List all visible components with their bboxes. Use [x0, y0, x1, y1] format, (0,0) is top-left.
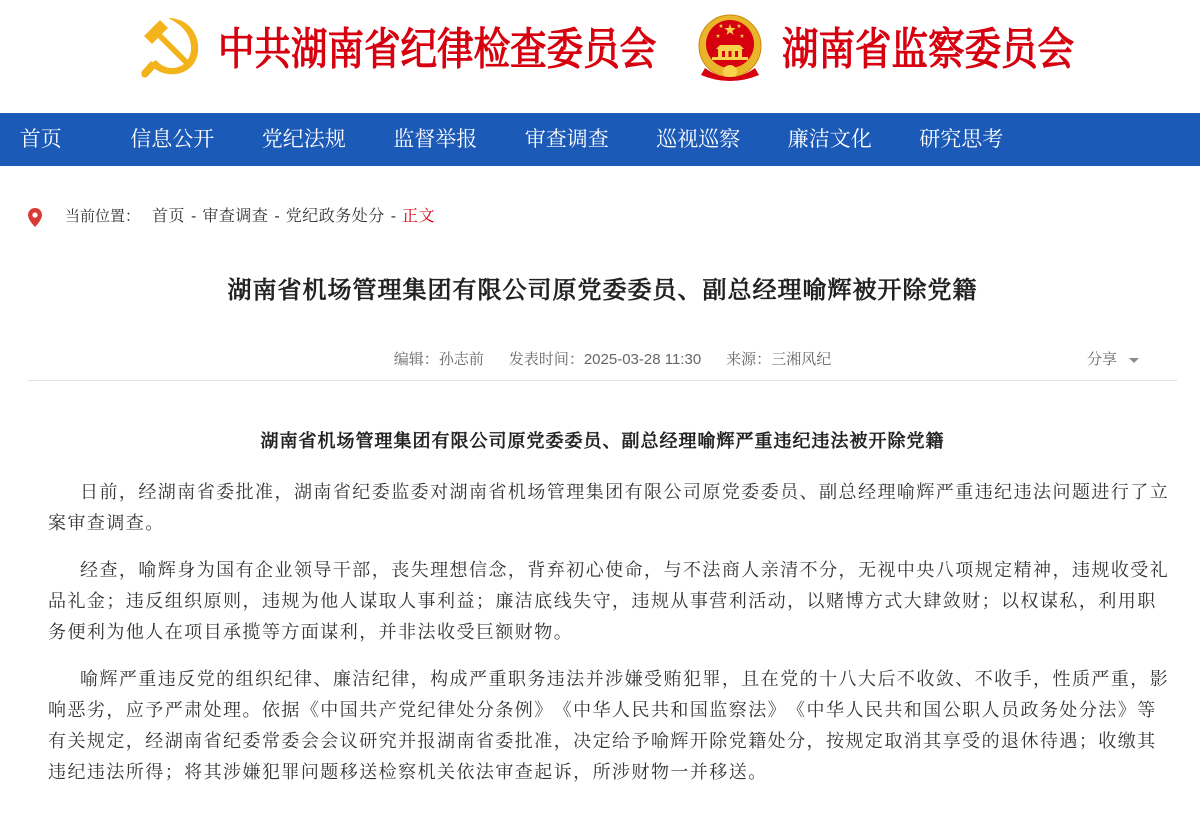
nav-item-inspection[interactable]: 巡视巡察: [656, 128, 741, 151]
article-page: [28, 166, 1177, 804]
nav-item-info-disclosure[interactable]: 信息公开: [130, 128, 215, 151]
gate-base: [712, 57, 748, 60]
site-header: [0, 0, 1200, 113]
breadcrumb-current: 正文: [402, 208, 436, 225]
article-paragraph: 经查，喻辉身为国有企业领导干部，丧失理想信念，背弃初心使命，与不法商人亲清不分，无视中央八项规定精神，违规收受礼品礼金；违反组织原则，违规为他人谋取人事利益；廉洁底线失守，违规从事营利活动，以赌博方式大肆敛财；以权谋私，利用职务便利为他人在项目承揽等方面谋利，并非法收受巨额财物。: [48, 559, 1170, 642]
nav-item-investigation[interactable]: 审查调查: [524, 128, 609, 151]
meta-divider: [28, 380, 1177, 381]
meta-published: [509, 349, 701, 371]
main-nav: [0, 113, 1200, 166]
gate-door: [735, 51, 738, 57]
supervision-org-name: 湖南省监察委员会: [782, 24, 1075, 75]
share-button[interactable]: [1087, 349, 1139, 371]
breadcrumb: [28, 204, 1177, 230]
meta-editor: [394, 349, 484, 371]
published-label: 发表时间：: [508, 351, 584, 368]
published-time: 2025-03-28 11:30: [583, 351, 702, 368]
nav-item-supervision-report[interactable]: 监督举报: [393, 128, 478, 151]
article-body: [48, 477, 1172, 788]
breadcrumb-link-disciplinary-sanctions[interactable]: 党纪政务处分: [285, 208, 385, 225]
party-org-name: 中共湖南省纪律检查委员会: [218, 24, 657, 75]
gate-door: [729, 51, 732, 57]
party-emblem-graphic: [138, 14, 202, 80]
article-meta: [28, 349, 1177, 371]
source-label: 来源：: [726, 351, 772, 368]
nav-item-integrity-culture[interactable]: 廉洁文化: [787, 128, 872, 151]
gate-door: [722, 51, 725, 57]
article-subtitle: 湖南省机场管理集团有限公司原党委委员、副总经理喻辉严重违纪违法被开除党籍: [260, 431, 945, 451]
breadcrumb-prefix: 当前位置：: [65, 208, 141, 225]
hammer-handle: [158, 34, 189, 65]
caret-down-icon: [1129, 358, 1139, 363]
nav-item-home[interactable]: 首页: [19, 128, 62, 151]
location-pin-graphic: [28, 208, 42, 227]
breadcrumb-separator: -: [274, 208, 280, 225]
nav-list: [0, 113, 1200, 166]
article-paragraph: 喻辉严重违反党的组织纪律、廉洁纪律，构成严重职务违法并涉嫌受贿犯罪，且在党的十八大后不收敛、不收手，性质严重，影响恶劣，应予严肃处理。依据《中国共产党纪律处分条例》《中华人民共和国监察法》《中华人民共和国公职人员政务处分法》等有关规定，经湖南省纪委常委会会议研究并报湖南省委批准，决定给予喻辉开除党籍处分，按规定取消其享受的退休待遇；收缴其违纪违法所得；将其涉嫌犯罪问题移送检察机关依法审查起诉，所涉财物一并移送。: [48, 668, 1170, 782]
breadcrumb-link-home[interactable]: 首页: [152, 208, 186, 225]
article-title: 湖南省机场管理集团有限公司原党委委员、副总经理喻辉被开除党籍: [227, 277, 978, 304]
nav-item-regulations[interactable]: 党纪法规: [261, 128, 346, 151]
breadcrumb-separator: -: [191, 208, 197, 225]
nav-item-research[interactable]: 研究思考: [919, 128, 1004, 151]
breadcrumb-separator: -: [390, 208, 397, 225]
breadcrumb-link-investigation[interactable]: 审查调查: [202, 208, 269, 225]
editor-name: 孙志前: [438, 351, 484, 368]
national-emblem-graphic: [697, 14, 763, 82]
national-emblem-icon: [697, 14, 763, 82]
editor-label: 编辑：: [393, 351, 439, 368]
share-label: 分享: [1087, 351, 1118, 368]
gate-roof: [716, 45, 744, 49]
meta-source: [726, 349, 831, 371]
location-pin-icon: [28, 208, 42, 227]
party-emblem-icon: [138, 14, 202, 80]
article-paragraph: 日前，经湖南省委批准，湖南省纪委监委对湖南省机场管理集团有限公司原党委委员、副总经理喻辉严重违纪违法问题进行了立案审查调查。: [48, 481, 1170, 533]
source-name: 三湘风纪: [771, 351, 832, 368]
